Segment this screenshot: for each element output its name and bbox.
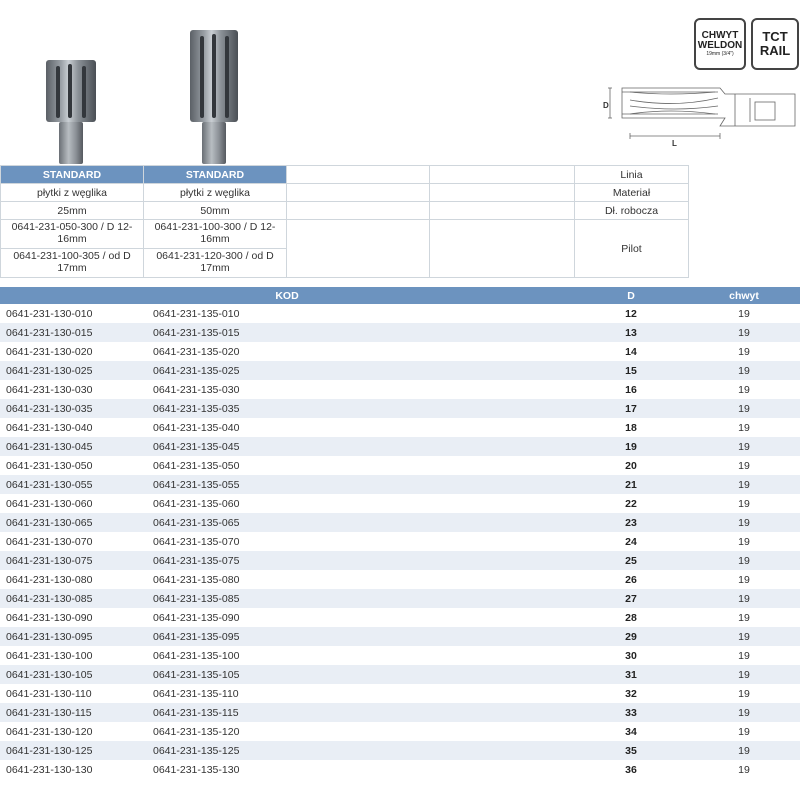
code-long-cell: 0641-231-135-025 bbox=[143, 361, 286, 380]
code-short-cell: 0641-231-130-050 bbox=[6, 459, 93, 472]
shank-cell: 19 bbox=[738, 611, 750, 624]
diameter-cell: 33 bbox=[574, 703, 688, 722]
spacer-cell bbox=[286, 722, 574, 741]
weldon-badge-line3: 19mm (3/4") bbox=[706, 50, 734, 57]
pilot-2a: 0641-231-100-300 / D 12-16mm bbox=[144, 220, 287, 249]
shank-cell: 19 bbox=[738, 763, 750, 776]
table-row bbox=[0, 513, 800, 532]
code-long-cell: 0641-231-135-050 bbox=[153, 459, 240, 472]
diameter-cell: 32 bbox=[625, 687, 637, 700]
diameter-cell: 30 bbox=[625, 649, 637, 662]
code-short-cell: 0641-231-130-110 bbox=[6, 687, 92, 700]
spacer-cell bbox=[286, 323, 574, 342]
diameter-cell: 36 bbox=[625, 763, 637, 776]
spacer-cell bbox=[286, 456, 574, 475]
label-material: Materiał bbox=[575, 184, 689, 202]
diameter-cell: 19 bbox=[574, 437, 688, 456]
diameter-cell: 22 bbox=[625, 497, 637, 510]
shank-cell: 19 bbox=[688, 551, 800, 570]
tct-badge-line1: TCT bbox=[762, 29, 788, 45]
spacer-cell bbox=[286, 646, 574, 665]
code-long-cell: 0641-231-135-015 bbox=[143, 323, 286, 342]
table-row bbox=[0, 551, 800, 570]
code-long-cell: 0641-231-135-035 bbox=[143, 399, 286, 418]
table-row bbox=[0, 570, 800, 589]
shank-cell: 19 bbox=[688, 627, 800, 646]
code-long-cell: 0641-231-135-115 bbox=[143, 703, 286, 722]
code-long-cell: 0641-231-135-125 bbox=[143, 741, 286, 760]
code-short-cell: 0641-231-130-055 bbox=[0, 475, 143, 494]
diameter-cell: 25 bbox=[574, 551, 688, 570]
diameter-cell: 34 bbox=[625, 725, 637, 738]
shank-cell: 19 bbox=[738, 459, 750, 472]
diameter-cell: 16 bbox=[625, 383, 637, 396]
diameter-cell: 26 bbox=[625, 573, 637, 586]
code-long-cell: 0641-231-135-070 bbox=[153, 535, 240, 548]
shank-cell: 19 bbox=[738, 649, 750, 662]
code-short-cell: 0641-231-130-025 bbox=[0, 361, 143, 380]
shank-cell: 19 bbox=[738, 573, 750, 586]
header-d: D bbox=[574, 287, 688, 304]
table-row bbox=[0, 437, 800, 456]
header-chwyt: chwyt bbox=[688, 287, 800, 304]
table-row bbox=[0, 608, 800, 627]
spacer-cell bbox=[286, 513, 574, 532]
table-row bbox=[0, 323, 800, 342]
diameter-cell: 20 bbox=[625, 459, 637, 472]
tct-badge-line2: RAIL bbox=[759, 43, 791, 58]
code-long-cell: 0641-231-135-090 bbox=[153, 611, 240, 624]
code-short-cell: 0641-231-130-095 bbox=[0, 627, 143, 646]
diameter-cell: 18 bbox=[625, 421, 637, 434]
spacer-cell bbox=[286, 361, 574, 380]
shank-cell: 19 bbox=[738, 535, 750, 548]
short-cutter-image bbox=[46, 60, 96, 165]
shank-cell: 19 bbox=[738, 307, 750, 320]
table-row bbox=[0, 589, 800, 608]
material-2: płytki z węglika bbox=[144, 184, 287, 202]
label-line: Linia bbox=[575, 166, 689, 184]
code-short-cell: 0641-231-130-045 bbox=[0, 437, 143, 456]
pilot-1a: 0641-231-050-300 / D 12-16mm bbox=[1, 220, 144, 249]
table-row bbox=[0, 304, 800, 323]
line-header-2: STANDARD bbox=[144, 166, 287, 184]
code-long-cell: 0641-231-135-120 bbox=[153, 725, 240, 738]
shank-cell: 19 bbox=[738, 383, 750, 396]
diameter-cell: 12 bbox=[625, 307, 637, 320]
drawing-label-l: L bbox=[672, 139, 677, 148]
shank-cell: 19 bbox=[738, 497, 750, 510]
shank-cell: 19 bbox=[738, 725, 750, 738]
shank-cell: 19 bbox=[688, 475, 800, 494]
spacer-cell bbox=[286, 532, 574, 551]
code-short-cell: 0641-231-130-090 bbox=[6, 611, 93, 624]
table-row bbox=[0, 722, 800, 741]
code-long-cell: 0641-231-135-040 bbox=[153, 421, 240, 434]
code-short-cell: 0641-231-130-035 bbox=[0, 399, 143, 418]
shank-cell: 19 bbox=[688, 741, 800, 760]
spacer-cell bbox=[286, 475, 574, 494]
drawing-label-d: D bbox=[603, 101, 609, 110]
code-long-cell: 0641-231-135-045 bbox=[143, 437, 286, 456]
diameter-cell: 17 bbox=[574, 399, 688, 418]
spacer-cell bbox=[286, 551, 574, 570]
table-row bbox=[0, 475, 800, 494]
shank-cell: 19 bbox=[688, 589, 800, 608]
code-short-cell: 0641-231-130-115 bbox=[0, 703, 143, 722]
code-short-cell: 0641-231-130-080 bbox=[6, 573, 93, 586]
diameter-cell: 27 bbox=[574, 589, 688, 608]
shank-cell: 19 bbox=[738, 421, 750, 434]
header-kod: KOD bbox=[0, 287, 574, 304]
code-short-cell: 0641-231-130-060 bbox=[6, 497, 93, 510]
code-long-cell: 0641-231-135-075 bbox=[143, 551, 286, 570]
spacer-cell bbox=[286, 380, 574, 399]
shank-cell: 19 bbox=[688, 399, 800, 418]
table-row bbox=[0, 399, 800, 418]
code-short-cell: 0641-231-130-040 bbox=[6, 421, 93, 434]
code-short-cell: 0641-231-130-015 bbox=[0, 323, 143, 342]
spacer-cell bbox=[286, 342, 574, 361]
diameter-cell: 15 bbox=[574, 361, 688, 380]
table-row bbox=[0, 627, 800, 646]
table-row bbox=[0, 342, 800, 361]
table-row bbox=[0, 494, 800, 513]
code-short-cell: 0641-231-130-070 bbox=[6, 535, 93, 548]
shank-cell: 19 bbox=[688, 361, 800, 380]
table-row bbox=[0, 760, 800, 779]
code-short-cell: 0641-231-130-120 bbox=[6, 725, 93, 738]
code-long-cell: 0641-231-135-085 bbox=[143, 589, 286, 608]
code-long-cell: 0641-231-135-020 bbox=[153, 345, 240, 358]
code-long-cell: 0641-231-135-065 bbox=[143, 513, 286, 532]
code-long-cell: 0641-231-135-030 bbox=[153, 383, 240, 396]
code-short-cell: 0641-231-130-010 bbox=[6, 307, 93, 320]
spacer-cell bbox=[286, 494, 574, 513]
diameter-cell: 24 bbox=[625, 535, 637, 548]
code-long-cell: 0641-231-135-110 bbox=[153, 687, 239, 700]
diameter-cell: 14 bbox=[625, 345, 637, 358]
line-header-1: STANDARD bbox=[1, 166, 144, 184]
code-short-cell: 0641-231-130-065 bbox=[0, 513, 143, 532]
table-row bbox=[0, 418, 800, 437]
spec-table bbox=[0, 165, 689, 278]
spacer-cell bbox=[286, 399, 574, 418]
table-row bbox=[0, 456, 800, 475]
material-1: płytki z węglika bbox=[1, 184, 144, 202]
pilot-1b: 0641-231-100-305 / od D 17mm bbox=[1, 249, 144, 278]
shank-cell: 19 bbox=[738, 687, 750, 700]
code-long-cell: 0641-231-135-105 bbox=[143, 665, 286, 684]
code-short-cell: 0641-231-130-020 bbox=[6, 345, 93, 358]
code-short-cell: 0641-231-130-075 bbox=[0, 551, 143, 570]
diameter-cell: 35 bbox=[574, 741, 688, 760]
spacer-cell bbox=[286, 684, 574, 703]
shank-cell: 19 bbox=[688, 513, 800, 532]
code-short-cell: 0641-231-130-105 bbox=[0, 665, 143, 684]
code-long-cell: 0641-231-135-095 bbox=[143, 627, 286, 646]
spacer-cell bbox=[286, 589, 574, 608]
code-short-cell: 0641-231-130-130 bbox=[6, 763, 93, 776]
table-row bbox=[0, 361, 800, 380]
spacer-cell bbox=[286, 570, 574, 589]
code-short-cell: 0641-231-130-085 bbox=[0, 589, 143, 608]
cutter-technical-drawing bbox=[600, 78, 800, 152]
code-long-cell: 0641-231-135-080 bbox=[153, 573, 240, 586]
shank-cell: 19 bbox=[738, 345, 750, 358]
spacer-cell bbox=[286, 665, 574, 684]
table-row bbox=[0, 532, 800, 551]
spacer-cell bbox=[286, 741, 574, 760]
shank-cell: 19 bbox=[688, 665, 800, 684]
depth-2: 50mm bbox=[144, 202, 287, 220]
code-long-cell: 0641-231-135-100 bbox=[153, 649, 240, 662]
table-row bbox=[0, 665, 800, 684]
label-depth: Dł. robocza bbox=[575, 202, 689, 220]
spacer-cell bbox=[286, 703, 574, 722]
product-code-table bbox=[0, 287, 800, 779]
spacer-cell bbox=[286, 418, 574, 437]
diameter-cell: 21 bbox=[574, 475, 688, 494]
spacer-cell bbox=[286, 760, 574, 779]
spacer-cell bbox=[286, 304, 574, 323]
code-long-cell: 0641-231-135-130 bbox=[153, 763, 240, 776]
code-short-cell: 0641-231-130-125 bbox=[0, 741, 143, 760]
pilot-2b: 0641-231-120-300 / od D 17mm bbox=[144, 249, 287, 278]
weldon-shank-badge bbox=[694, 18, 746, 70]
table-row bbox=[0, 741, 800, 760]
shank-cell: 19 bbox=[688, 323, 800, 342]
diameter-cell: 29 bbox=[574, 627, 688, 646]
shank-cell: 19 bbox=[688, 703, 800, 722]
diameter-cell: 13 bbox=[574, 323, 688, 342]
table-row bbox=[0, 684, 800, 703]
depth-1: 25mm bbox=[1, 202, 144, 220]
code-long-cell: 0641-231-135-010 bbox=[153, 307, 240, 320]
table-row bbox=[0, 380, 800, 399]
tct-rail-badge bbox=[751, 18, 799, 70]
code-short-cell: 0641-231-130-100 bbox=[6, 649, 93, 662]
diameter-cell: 23 bbox=[574, 513, 688, 532]
table-row bbox=[0, 703, 800, 722]
weldon-badge-line1: CHWYT bbox=[701, 29, 739, 41]
long-cutter-image bbox=[190, 30, 240, 165]
label-pilot: Pilot bbox=[575, 220, 689, 278]
spacer-cell bbox=[286, 627, 574, 646]
code-short-cell: 0641-231-130-030 bbox=[6, 383, 93, 396]
code-long-cell: 0641-231-135-055 bbox=[143, 475, 286, 494]
weldon-badge-line2: WELDON bbox=[697, 40, 743, 52]
spacer-cell bbox=[286, 437, 574, 456]
shank-cell: 19 bbox=[688, 437, 800, 456]
diameter-cell: 31 bbox=[574, 665, 688, 684]
table-row bbox=[0, 646, 800, 665]
diameter-cell: 28 bbox=[625, 611, 637, 624]
spacer-cell bbox=[286, 608, 574, 627]
code-long-cell: 0641-231-135-060 bbox=[153, 497, 240, 510]
